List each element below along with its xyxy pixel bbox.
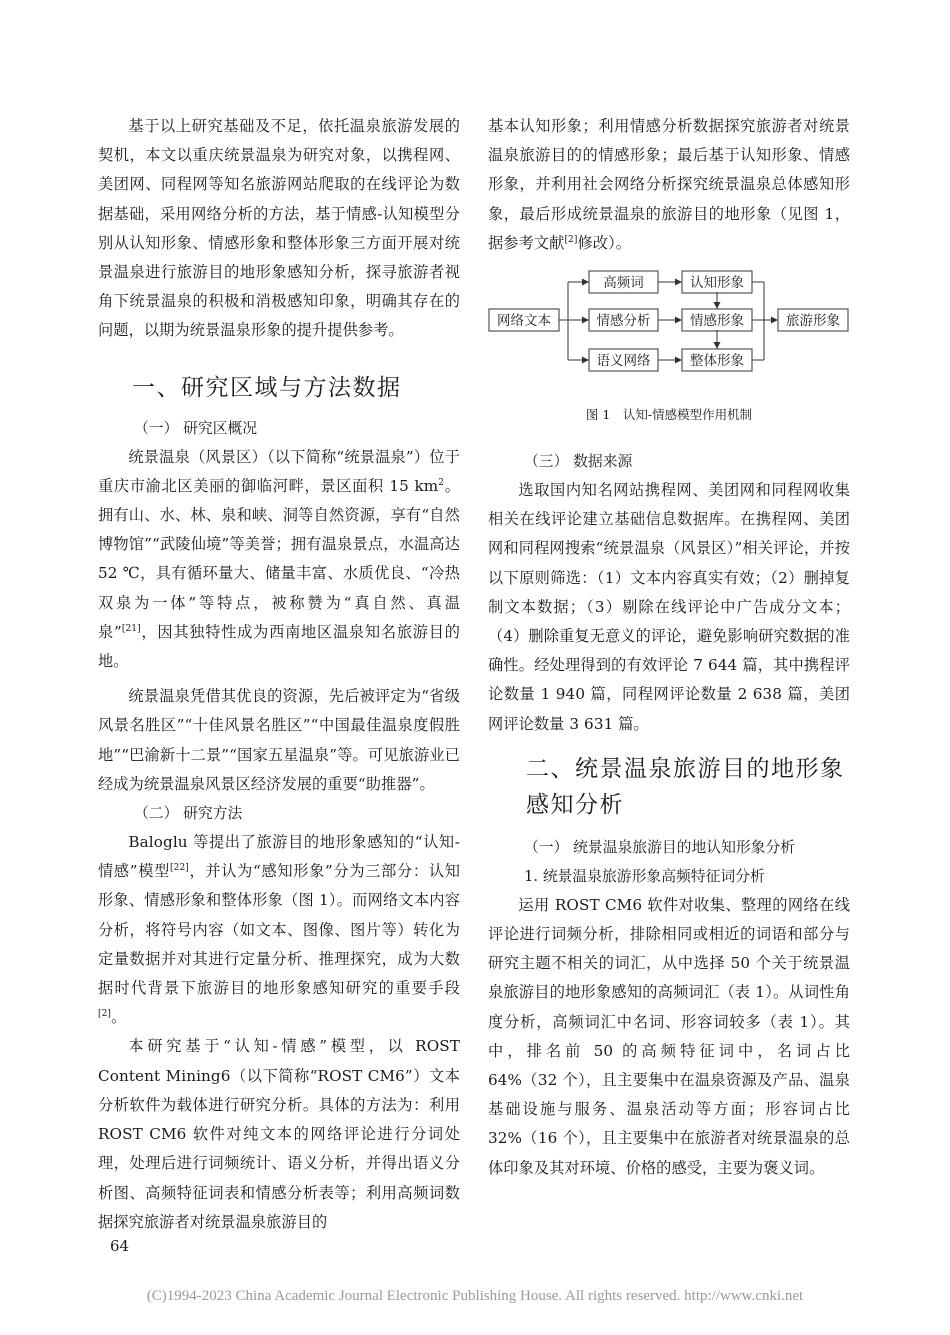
label-tourism-image: 旅游形象 bbox=[786, 313, 840, 330]
citation-2-right: [2] bbox=[564, 234, 578, 245]
figure-1-caption: 图 1 认知-情感模型作用机制 bbox=[585, 407, 753, 423]
subsection-1-title: （一） 研究区概况 bbox=[134, 419, 258, 437]
copyright-footer: (C)1994-2023 China Academic Journal Electronic Publishing House. All rights reserved. http://www.cnki.net bbox=[146, 1288, 804, 1304]
citation-22: [22] bbox=[170, 863, 189, 874]
right-column bbox=[488, 112, 850, 1183]
method-paragraph-1: Baloglu 等提出了旅游目的地形象感知的“认知-情感”模型[22]，并认为“感知形象”分为三部分：认知形象、情感形象和整体形象（图 1）。而网络文本内容分析，将符号内容（如文本、图像、图片等）转化为定量数据并对其进行定量分析、推理探究，成为大数据时代背景下旅游目的地形象感知研究的重要手段[2]。 bbox=[98, 833, 460, 1027]
continued-paragraph: 基本认知形象；利用情感分析数据探究旅游者对统景温泉旅游目的的情感形象；最后基于认知形象、情感形象，并利用社会网络分析探究统景温泉总体感知形象，最后形成统景温泉的旅游目的地形象（见图 1，据参考文献[2]修改）。 bbox=[488, 117, 850, 252]
model-diagram bbox=[488, 266, 850, 401]
high-freq-analysis-paragraph: 运用 ROST CM6 软件对收集、整理的网络在线评论进行词频分析，排除相同或相近的词语和部分与研究主题不相关的词汇，从中选择 50 个关于统景温泉旅游目的地形象感知的高频词汇（表 1）。从词性角度分析，高频词汇中名词、形容词较多（表 1）。其中，排名前 50 的高频特征词中，名词占比 64%（32 个），且主要集中在温泉资源及产品、温泉基础设施与服务、温泉活动等方面；形容词占比 32%（16 个），且主要集中在旅游者对统景温泉的总体印象及其对环境、价格的感受，主要为褒义词。 bbox=[488, 895, 850, 1177]
subsection-3-title: （三） 数据来源 bbox=[524, 453, 633, 471]
label-overall-image: 整体形象 bbox=[690, 353, 744, 370]
subsection-2-title: （二） 研究方法 bbox=[134, 805, 243, 823]
subsection-4-title: （一） 统景温泉旅游目的地认知形象分析 bbox=[524, 838, 796, 856]
page-number: 64 bbox=[110, 1237, 130, 1255]
label-high-freq-words: 高频词 bbox=[603, 275, 644, 292]
citation-2: [2] bbox=[98, 1009, 112, 1020]
citation-21: [21] bbox=[121, 623, 141, 634]
label-affective-image: 情感形象 bbox=[690, 313, 744, 330]
label-sentiment-analysis: 情感分析 bbox=[596, 313, 651, 330]
figure-1-diagram bbox=[488, 266, 850, 401]
label-network-text: 网络文本 bbox=[497, 313, 551, 330]
data-source-paragraph: 选取国内知名网站携程网、美团网和同程网收集相关在线评论建立基础信息数据库。在携程网、美团网和同程网搜索“统景温泉（风景区）”相关评论，并按以下原则筛选：（1）文本内容真实有效；（2）删掉复制文本数据；（3）剔除在线评论中广告成分文本；（4）删除重复无意义的评论，避免影响研究数据的准确性。经处理得到的有效评论 7 644 篇，其中携程评论数量 1 940 篇，同程网评论数量 2 638 篇，美团网评论数量 3 631 篇。 bbox=[488, 481, 850, 733]
method-paragraph-2: 本研究基于“认知-情感”模型，以 ROST Content Mining6（以下简称“ROST CM6”）文本分析软件为载体进行研究分析。具体的方法为：利用 ROST CM6 软件对纯文本的网络评论进行分词处理，处理后进行词频统计、语义分析，并得出语义分析图、高频特征词表和情感分析表等；利用高频词数据探究旅游者对统景温泉旅游目的 bbox=[98, 1037, 460, 1231]
left-column bbox=[98, 112, 460, 1237]
section-2-title: 二、统景温泉旅游目的地形象感知分析 bbox=[526, 755, 845, 818]
label-semantic-network: 语义网络 bbox=[596, 353, 651, 370]
label-cognitive-image: 认知形象 bbox=[690, 275, 744, 292]
subsection-4-item-title: 1. 统景温泉旅游形象高频特征词分析 bbox=[524, 867, 765, 885]
section-1-title: 一、研究区域与方法数据 bbox=[132, 374, 402, 401]
intro-paragraph: 基于以上研究基础及不足，依托温泉旅游发展的契机，本文以重庆统景温泉为研究对象，以携程网、美团网、同程网等知名旅游网站爬取的在线评论为数据基础，采用网络分析的方法，基于情感-认知模型分别从认知形象、情感形象和整体形象三方面开展对统景温泉进行旅游目的地形象感知分析，探寻旅游者视角下统景温泉的积极和消极感知印象，明确其存在的问题，以期为统景温泉形象的提升提供参考。 bbox=[98, 117, 460, 340]
study-area-paragraph-2: 统景温泉凭借其优良的资源，先后被评定为“省级风景名胜区”“十佳风景名胜区”“中国最佳温泉度假胜地”“巴渝新十二景”“国家五星温泉”等。可见旅游业已经成为统景温泉风景区经济发展的重要“助推器”。 bbox=[98, 687, 460, 793]
study-area-paragraph-1: 统景温泉（风景区）（以下简称“统景温泉”）位于重庆市渝北区美丽的御临河畔，景区面积 15 $km^2$。拥有山、水、林、泉和峡、洞等自然资源，享有“自然博物馆”“武陵仙境”等美誉；拥有温泉景点，水温高达 52 ℃，具有循环量大、储量丰富、水质优良、“冷热双泉为一体”等特点，被称赞为“真自然、真温泉”[21]，因其独特性成为西南地区温泉知名旅游目的地。 bbox=[98, 447, 461, 671]
